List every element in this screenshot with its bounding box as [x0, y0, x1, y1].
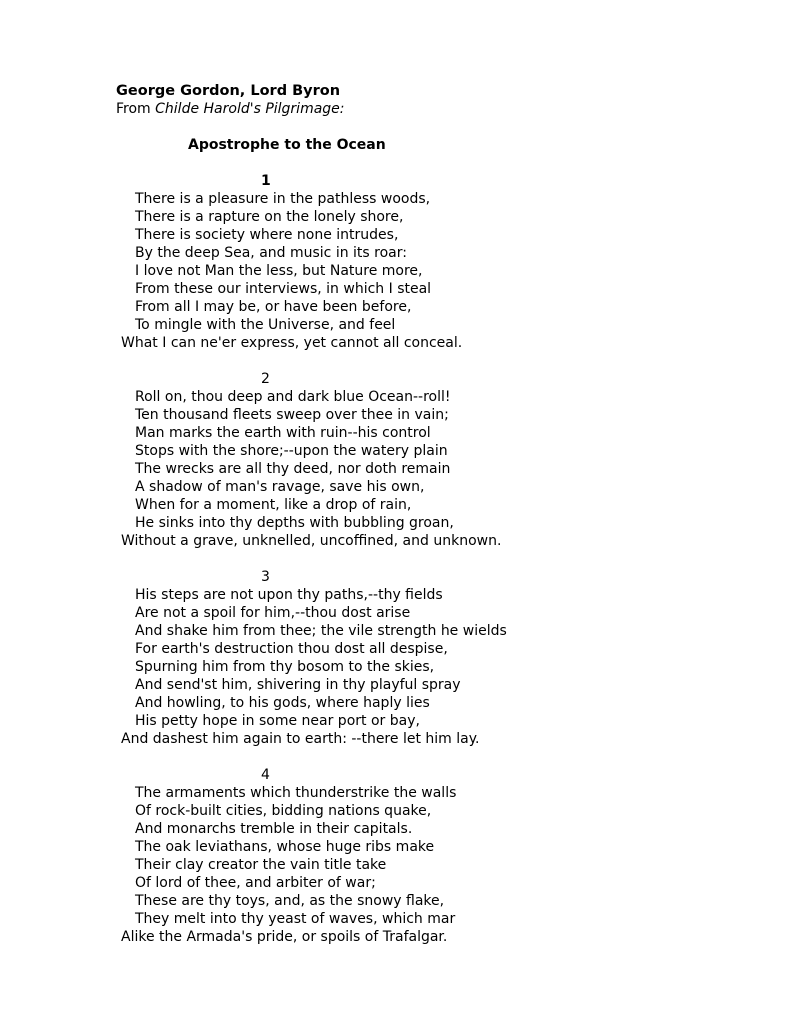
stanza-number: 2: [261, 371, 270, 387]
stanza-number: 4: [261, 767, 270, 783]
verse-line: His steps are not upon thy paths,--thy fields: [135, 587, 443, 603]
verse-line: To mingle with the Universe, and feel: [135, 317, 396, 333]
verse-line: A shadow of man's ravage, save his own,: [135, 479, 425, 495]
stanza-number: 3: [261, 569, 270, 585]
stanza-4: [121, 766, 681, 946]
from-label: From: [116, 101, 156, 117]
stanza-number: 1: [261, 173, 271, 189]
verse-line: Roll on, thou deep and dark blue Ocean--roll!: [135, 389, 451, 405]
verse-line: His petty hope in some near port or bay,: [135, 713, 420, 729]
verse-line: I love not Man the less, but Nature more,: [135, 263, 423, 279]
verse-line: And monarchs tremble in their capitals.: [135, 821, 413, 837]
poem-title: Apostrophe to the Ocean: [188, 137, 386, 153]
verse-line: Man marks the earth with ruin--his control: [135, 425, 431, 441]
verse-line: There is a rapture on the lonely shore,: [135, 209, 404, 225]
verse-line: By the deep Sea, and music in its roar:: [135, 245, 407, 261]
stanza-1: [121, 172, 681, 352]
verse-line-alexandrine: Without a grave, unknelled, uncoffined, and unknown.: [121, 533, 502, 549]
stanza-3: [121, 568, 681, 748]
verse-line: And howling, to his gods, where haply lies: [135, 695, 430, 711]
verse-line: And shake him from thee; the vile strength he wields: [135, 623, 507, 639]
verse-line: These are thy toys, and, as the snowy flake,: [135, 893, 445, 909]
source-line: [116, 100, 345, 118]
verse-line: Stops with the shore;--upon the watery plain: [135, 443, 448, 459]
verse-line: Spurning him from thy bosom to the skies,: [135, 659, 435, 675]
verse-line: When for a moment, like a drop of rain,: [135, 497, 412, 513]
verse-line: From these our interviews, in which I steal: [135, 281, 432, 297]
verse-line: From all I may be, or have been before,: [135, 299, 412, 315]
verse-line: The armaments which thunderstrike the walls: [135, 785, 457, 801]
verse-line: Their clay creator the vain title take: [135, 857, 387, 873]
verse-line: There is a pleasure in the pathless woods,: [135, 191, 431, 207]
work-title: Childe Harold's Pilgrimage:: [155, 101, 345, 117]
author-name: George Gordon, Lord Byron: [116, 83, 341, 99]
verse-line: Of lord of thee, and arbiter of war;: [135, 875, 376, 891]
verse-line: There is society where none intrudes,: [135, 227, 399, 243]
verse-line: And send'st him, shivering in thy playful spray: [135, 677, 461, 693]
verse-line: They melt into thy yeast of waves, which mar: [135, 911, 456, 927]
verse-line-alexandrine: What I can ne'er express, yet cannot all conceal.: [121, 335, 463, 351]
verse-line: For earth's destruction thou dost all despise,: [135, 641, 448, 657]
verse-line: He sinks into thy depths with bubbling groan,: [135, 515, 454, 531]
verse-line: Of rock-built cities, bidding nations quake,: [135, 803, 432, 819]
verse-line-alexandrine: And dashest him again to earth: --there let him lay.: [121, 731, 480, 747]
stanza-2: [121, 370, 681, 550]
verse-line-alexandrine: Alike the Armada's pride, or spoils of Trafalgar.: [121, 929, 448, 945]
verse-line: Ten thousand fleets sweep over thee in vain;: [135, 407, 449, 423]
verse-line: Are not a spoil for him,--thou dost arise: [135, 605, 411, 621]
verse-line: The wrecks are all thy deed, nor doth remain: [135, 461, 451, 477]
verse-line: The oak leviathans, whose huge ribs make: [135, 839, 435, 855]
